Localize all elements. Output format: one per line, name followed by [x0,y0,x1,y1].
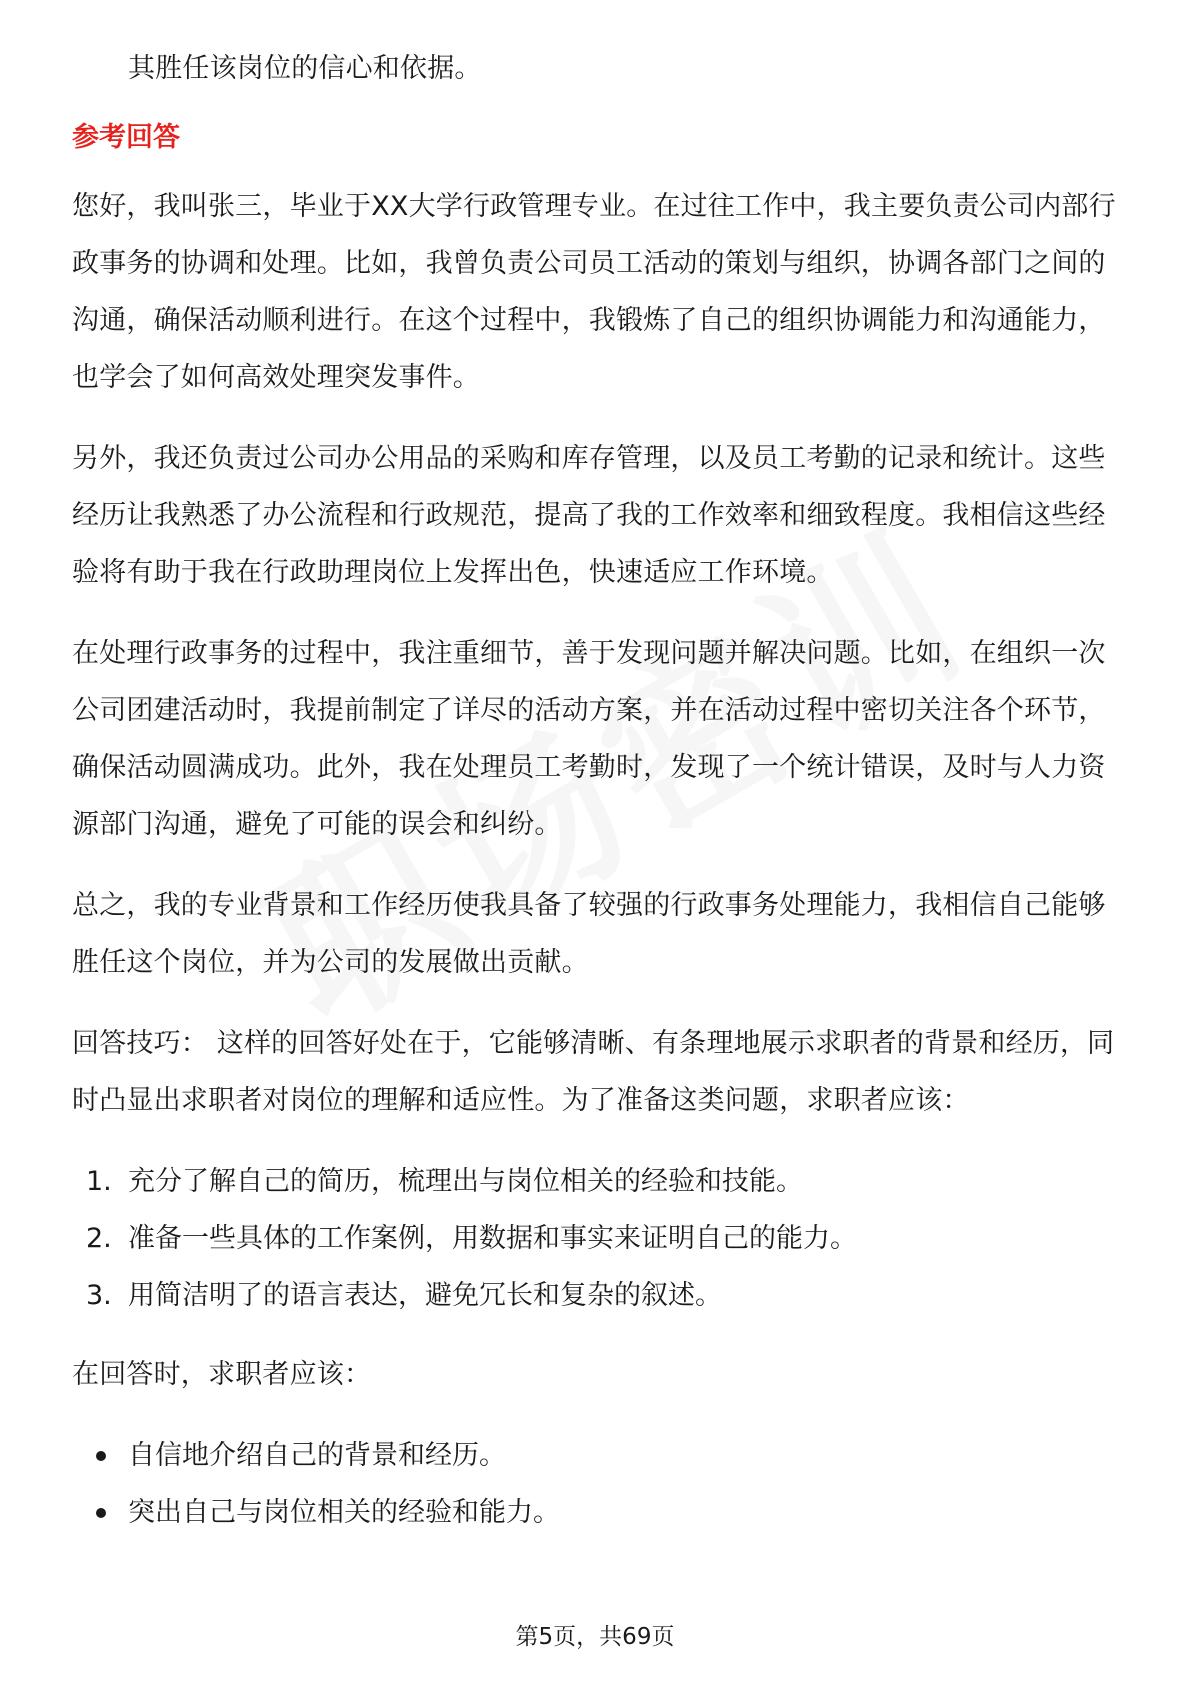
list-item [72,1267,1122,1324]
list-item-text: 自信地介绍自己的背景和经历。 [128,1440,506,1471]
ordered-list [72,1153,1122,1324]
list-item-text: 充分了解自己的简历，梳理出与岗位相关的经验和技能。 [128,1166,803,1197]
paragraph-3: 在处理行政事务的过程中，我注重细节，善于发现问题并解决问题。比如，在组织一次公司团建活动时，我提前制定了详尽的活动方案，并在活动过程中密切关注各个环节，确保活动圆满成功。此外，我在处理员工考勤时，发现了一个统计错误，及时与人力资源部门沟通，避免了可能的误会和纠纷。 [72,638,1106,840]
answer-tips: 回答技巧： 这样的回答好处在于，它能够清晰、有条理地展示求职者的背景和经历，同时凸显出求职者对岗位的理解和适应性。为了准备这类问题，求职者应该： [72,1028,1115,1116]
list-item [72,1210,1122,1267]
list-number: 1. [86,1166,112,1197]
document-page [72,40,1122,1541]
list-item-text: 用简洁明了的语言表达，避免冗长和复杂的叙述。 [128,1280,722,1311]
continuation-line: 其胜任该岗位的信心和依据。 [128,53,482,84]
paragraph-4: 总之，我的专业背景和工作经历使我具备了较强的行政事务处理能力，我相信自己能够胜任这个岗位，并为公司的发展做出贡献。 [72,890,1106,978]
section-heading: 参考回答 [72,122,180,153]
paragraph-2: 另外，我还负责过公司办公用品的采购和库存管理，以及员工考勤的记录和统计。这些经历让我熟悉了办公流程和行政规范，提高了我的工作效率和细致程度。我相信这些经验将有助于我在行政助理岗位上发挥出色，快速适应工作环境。 [72,443,1106,588]
paragraph-1: 您好，我叫张三，毕业于XX大学行政管理专业。在过往工作中，我主要负责公司内部行政事务的协调和处理。比如，我曾负责公司员工活动的策划与组织，协调各部门之间的沟通，确保活动顺利进行。在这个过程中，我锻炼了自己的组织协调能力和沟通能力，也学会了如何高效处理突发事件。 [72,191,1116,393]
list-item [72,1153,1122,1210]
bullets-intro: 在回答时，求职者应该： [72,1359,372,1390]
bullet-list [72,1427,1122,1541]
list-item-text: 突出自己与岗位相关的经验和能力。 [128,1497,560,1528]
page-footer: 第5页，共69页 [515,1624,675,1650]
list-number: 3. [86,1280,112,1311]
list-item [72,1427,1122,1484]
list-item-text: 准备一些具体的工作案例，用数据和事实来证明自己的能力。 [128,1223,857,1254]
bullet-dot-icon [96,1451,106,1461]
list-number: 2. [86,1223,112,1254]
list-item [72,1484,1122,1541]
bullet-dot-icon [96,1508,106,1518]
